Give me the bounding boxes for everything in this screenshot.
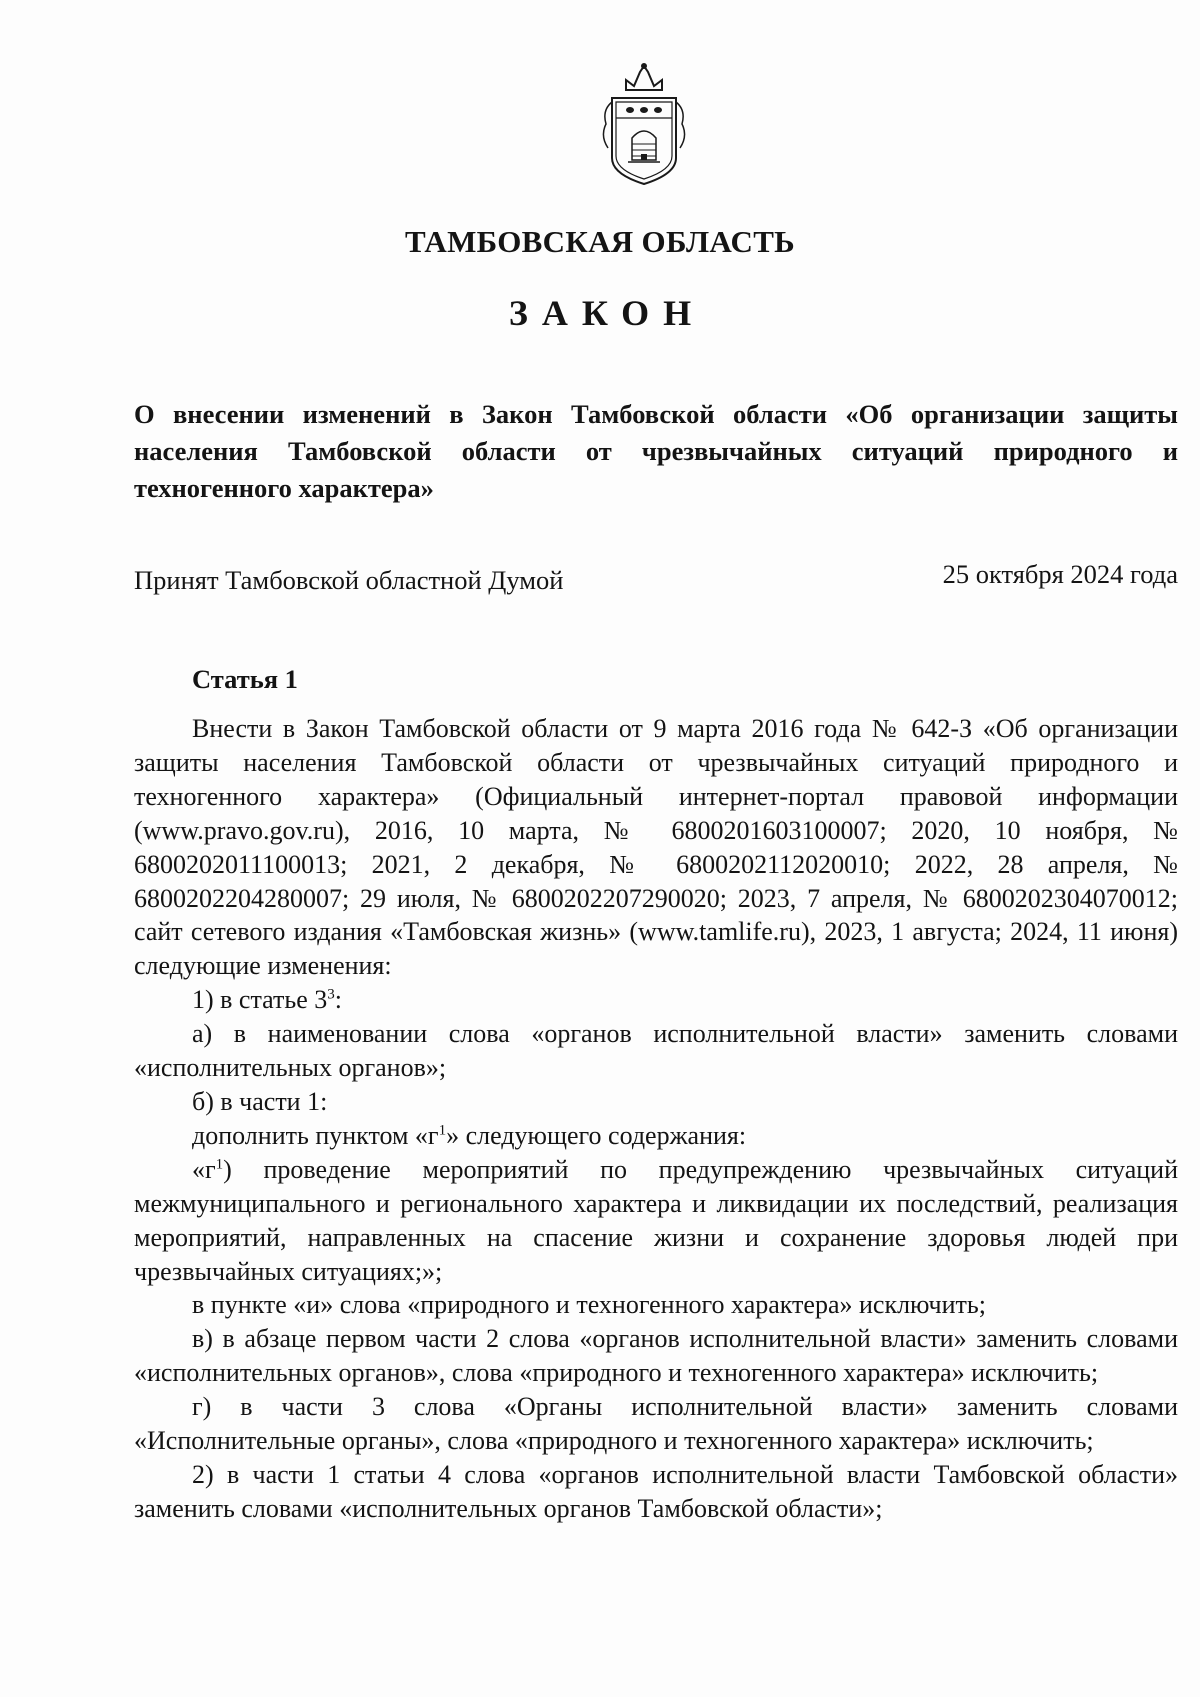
- region-name: ТАМБОВСКАЯ ОБЛАСТЬ: [405, 224, 795, 259]
- law-title: О внесении изменений в Закон Тамбовской области «Об организации защиты населения Тамбовской области от чрезвычайных ситуаций природного и техногенного характера»: [134, 399, 1178, 503]
- item-2-paragraph: 2) в части 1 статьи 4 слова «органов исполнительной власти Тамбовской области» заменить словами «исполнительных органов Тамбовской области»;: [134, 1459, 1178, 1523]
- coat-of-arms-emblem: [596, 62, 692, 190]
- item-1-paragraph: 1) в статье $3^3$:: [192, 985, 343, 1015]
- add-point-paragraph: дополнить пунктом «$г^1$» следующего содержания:: [192, 1120, 747, 1150]
- subitem-b-paragraph: б) в части 1:: [192, 1086, 328, 1116]
- subitem-g-paragraph: г) в части 3 слова «Органы исполнительной власти» заменить словами «Исполнительные органы», слова «природного и техногенного характера» исключить;: [134, 1392, 1178, 1456]
- point-g1-paragraph: «$г^1$) проведение мероприятий по предупреждению чрезвычайных ситуаций межмуниципального и регионального характера и ликвидации их последствий, реализация мероприятий, направленных на спасение жизни и сохранение здоровья людей при чрезвычайных ситуациях;»;: [134, 1154, 1178, 1286]
- adoption-date: 25 октября 2024 года: [942, 559, 1178, 589]
- subitem-a-paragraph: а) в наименовании слова «органов исполнительной власти» заменить словами «исполнительных органов»;: [134, 1019, 1178, 1083]
- subitem-v-paragraph: в) в абзаце первом части 2 слова «органов исполнительной власти» заменить словами «исполнительных органов», слова «природного и техногенного характера» исключить;: [134, 1324, 1178, 1388]
- article-body: [134, 712, 1178, 1526]
- article-heading: Статья 1: [192, 664, 298, 694]
- amendment-intro-paragraph: Внести в Закон Тамбовской области от 9 марта 2016 года № 642-З «Об организации защиты населения Тамбовской области от чрезвычайных ситуаций природного и техногенного характера» (Официальный интернет-портал правовой информации (www.pravo.gov.ru), 2016, 10 марта, № 6800201603100007; 2020, 10 ноября, № 6800202011100013; 2021, 2 декабря, № 6800202112020010; 2022, 28 апреля, № 6800202204280007; 29 июля, № 6800202207290020; 2023, 7 апреля, № 6800202304070012; сайт сетевого издания «Тамбовская жизнь» (www.tamlife.ru), 2023, 1 августа; 2024, 11 июня) следующие изменения:: [134, 714, 1178, 981]
- document-type: ЗАКОН: [508, 293, 706, 333]
- point-i-paragraph: в пункте «и» слова «природного и техногенного характера» исключить;: [192, 1290, 986, 1320]
- adopted-by: Принят Тамбовской областной Думой: [134, 565, 564, 595]
